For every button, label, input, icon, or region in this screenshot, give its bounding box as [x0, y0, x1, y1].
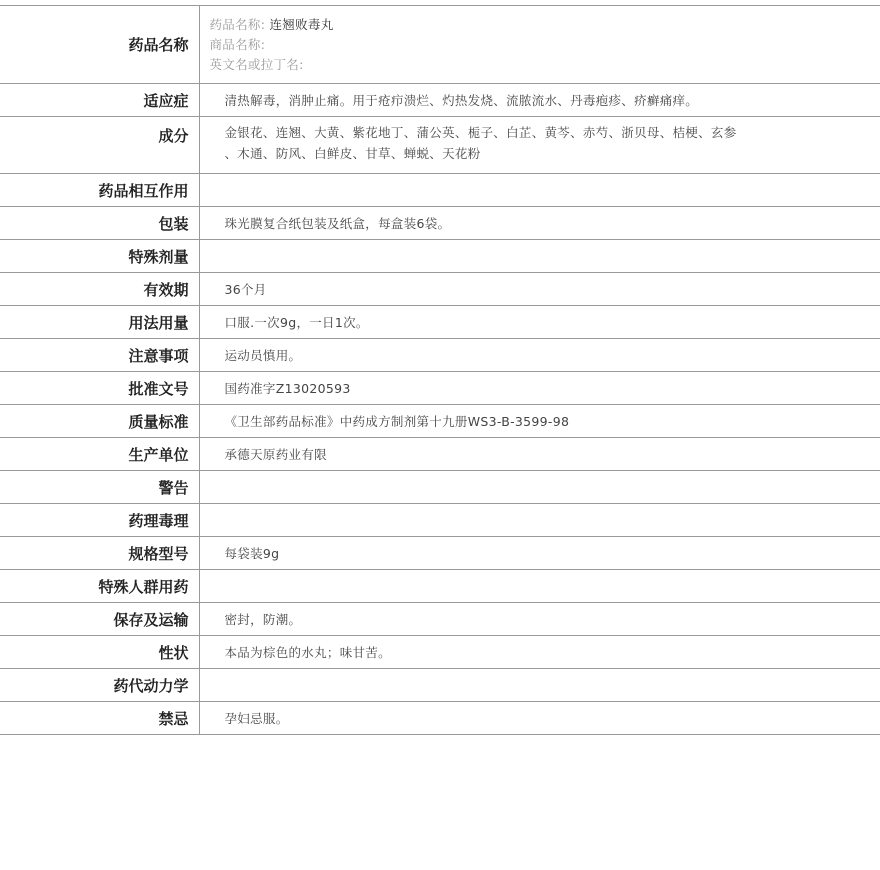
value-pharmacokinetics [199, 669, 880, 702]
row-warning [0, 471, 880, 504]
label-pharmacology: 药理毒理 [0, 504, 199, 537]
label-drug-name: 药品名称 [0, 6, 199, 84]
value-packaging: 珠光膜复合纸包装及纸盒，每盒装6袋。 [199, 207, 880, 240]
value-indications: 清热解毒，消肿止痛。用于疮疖溃烂、灼热发烧、流脓流水、丹毒疱疹、疥癣痛痒。 [199, 84, 880, 117]
row-precautions [0, 339, 880, 372]
row-appearance [0, 636, 880, 669]
value-special-population [199, 570, 880, 603]
value-warning [199, 471, 880, 504]
label-shelf-life: 有效期 [0, 273, 199, 306]
row-manufacturer [0, 438, 880, 471]
label-manufacturer: 生产单位 [0, 438, 199, 471]
row-usage [0, 306, 880, 339]
value-approval-number: 国药准字Z13020593 [199, 372, 880, 405]
row-storage [0, 603, 880, 636]
row-special-dosage [0, 240, 880, 273]
value-storage: 密封，防潮。 [199, 603, 880, 636]
label-packaging: 包装 [0, 207, 199, 240]
row-quality-standard [0, 405, 880, 438]
label-specification: 规格型号 [0, 537, 199, 570]
english-name-line [210, 55, 880, 75]
trade-name-line [210, 35, 880, 55]
value-shelf-life: 36个月 [199, 273, 880, 306]
label-usage: 用法用量 [0, 306, 199, 339]
value-ingredients [199, 117, 880, 174]
row-pharmacokinetics [0, 669, 880, 702]
label-contraindications: 禁忌 [0, 702, 199, 735]
row-pharmacology [0, 504, 880, 537]
value-contraindications: 孕妇忌服。 [199, 702, 880, 735]
label-approval-number: 批准文号 [0, 372, 199, 405]
generic-name-value: 连翘败毒丸 [269, 16, 334, 32]
value-pharmacology [199, 504, 880, 537]
value-precautions: 运动员慎用。 [199, 339, 880, 372]
generic-name-key: 药品名称: [209, 16, 266, 32]
trade-name-key: 商品名称: [209, 36, 266, 52]
label-interactions: 药品相互作用 [0, 174, 199, 207]
row-indications [0, 84, 880, 117]
value-quality-standard: 《卫生部药品标准》中药成方制剂第十九册WS3-B-3599-98 [199, 405, 880, 438]
label-quality-standard: 质量标准 [0, 405, 199, 438]
ingredients-line-1: 金银花、连翘、大黄、紫花地丁、蒲公英、栀子、白芷、黄芩、赤芍、浙贝母、桔梗、玄参 [224, 125, 737, 140]
ingredients-line-2: 、木通、防风、白鲜皮、甘草、蝉蜕、天花粉 [224, 146, 481, 161]
row-packaging [0, 207, 880, 240]
label-storage: 保存及运输 [0, 603, 199, 636]
label-pharmacokinetics: 药代动力学 [0, 669, 199, 702]
drug-info-table [0, 5, 880, 735]
row-specification [0, 537, 880, 570]
value-interactions [199, 174, 880, 207]
value-special-dosage [199, 240, 880, 273]
row-shelf-life [0, 273, 880, 306]
label-appearance: 性状 [0, 636, 199, 669]
label-ingredients: 成分 [0, 117, 199, 174]
row-drug-name [0, 6, 880, 84]
label-indications: 适应症 [0, 84, 199, 117]
row-contraindications [0, 702, 880, 735]
label-precautions: 注意事项 [0, 339, 199, 372]
value-manufacturer: 承德天原药业有限 [199, 438, 880, 471]
row-special-population [0, 570, 880, 603]
row-ingredients [0, 117, 880, 174]
drug-name-block [199, 6, 880, 84]
generic-name-line [210, 15, 880, 35]
english-name-key: 英文名或拉丁名: [209, 56, 304, 72]
row-interactions [0, 174, 880, 207]
row-approval-number [0, 372, 880, 405]
value-specification: 每袋装9g [199, 537, 880, 570]
value-usage: 口服.一次9g，一日1次。 [199, 306, 880, 339]
label-special-population: 特殊人群用药 [0, 570, 199, 603]
label-warning: 警告 [0, 471, 199, 504]
value-appearance: 本品为棕色的水丸；味甘苦。 [199, 636, 880, 669]
label-special-dosage: 特殊剂量 [0, 240, 199, 273]
